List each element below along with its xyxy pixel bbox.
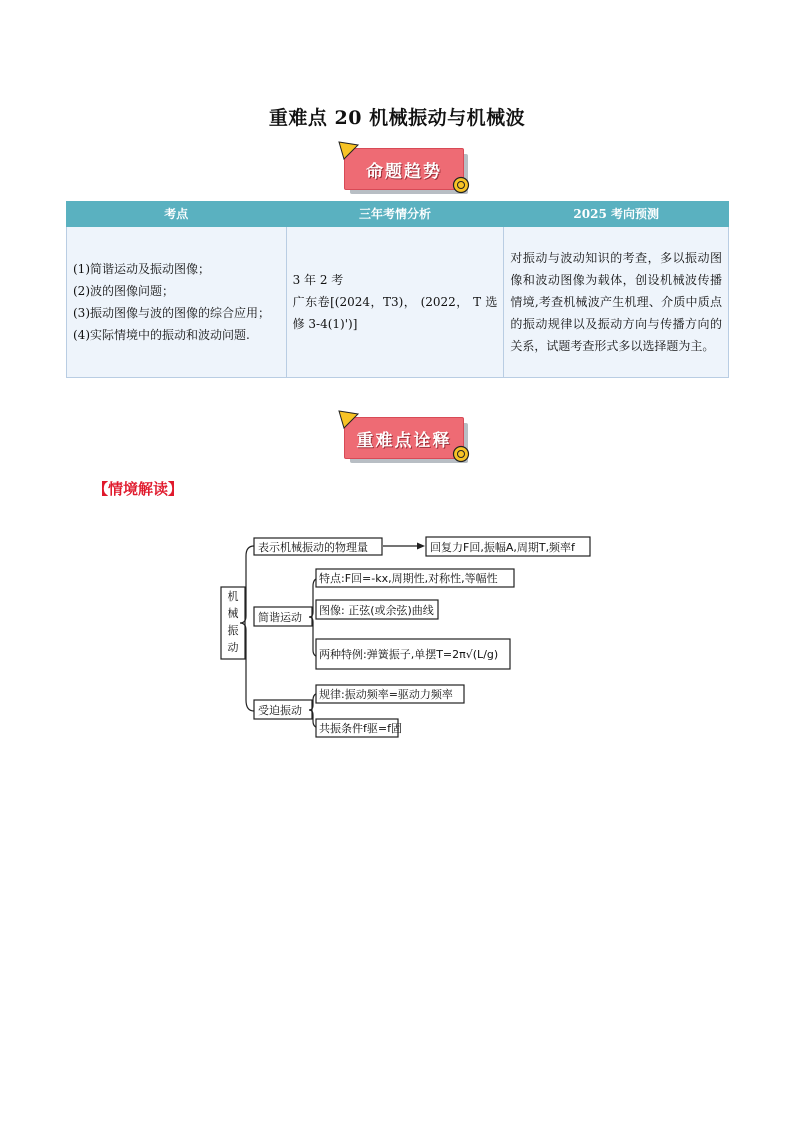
table-header-topic: 考点 — [67, 202, 287, 227]
exam-trend-table — [66, 201, 729, 378]
banner-trend — [340, 144, 470, 200]
table-header-forecast: 2025 考向预测 — [504, 202, 729, 227]
flag-icon — [338, 141, 360, 161]
mindmap-branch3-item: 规律:振动频率=驱动力频率 — [319, 688, 453, 701]
analysis-cell — [286, 227, 504, 378]
banner-trend-label: 命题趋势 — [366, 161, 442, 182]
topic-item: (2)波的图像问题； — [73, 284, 174, 298]
coin-icon — [452, 176, 470, 194]
forecast-cell: 对振动与波动知识的考查，多以振动图像和波动图像为载体，创设机械波传播情境,考查机械波产生机理、介质中质点的振动规律以及振动方向与传播方向的关系，试题考查形式多以选择题为主。 — [504, 227, 729, 378]
table-row — [67, 227, 729, 378]
mind-map — [218, 530, 598, 740]
mindmap-root-char: 机 — [227, 590, 239, 603]
mindmap-root-char: 振 — [227, 624, 239, 637]
flag-icon — [338, 410, 360, 430]
mindmap-branch1-label: 表示机械振动的物理量 — [258, 541, 368, 554]
banner-explain-label: 重难点诠释 — [356, 430, 452, 451]
topic-item: (4)实际情境中的振动和波动问题. — [73, 328, 250, 342]
mindmap-root-char: 械 — [227, 607, 239, 620]
analysis-source: 广东卷[(2024，T3)， (2022， T 选修 3-4(1)')] — [292, 295, 498, 331]
arrow-head-icon — [417, 543, 425, 550]
mindmap-branch1-target: 回复力F回,振幅A,周期T,频率f — [430, 541, 575, 554]
mindmap-branch2-item: 特点:F回=-kx,周期性,对称性,等幅性 — [319, 572, 498, 585]
topic-item: (3)振动图像与波的图像的综合应用； — [73, 306, 270, 320]
topic-item: (1)简谐运动及振动图像； — [73, 262, 210, 276]
section-label: 【情境解读】 — [93, 480, 184, 498]
analysis-count: 3 年 2 考 — [292, 273, 344, 287]
mindmap-branch3-label: 受迫振动 — [258, 704, 302, 717]
banner-explain — [340, 413, 470, 469]
table-header-analysis: 三年考情分析 — [286, 202, 504, 227]
mindmap-branch3-item: 共振条件f驱=f固 — [319, 722, 402, 735]
mindmap-branch2-item: 两种特例:弹簧振子,单摆T=2π√(L/g) — [319, 648, 499, 661]
mindmap-root-char: 动 — [227, 641, 239, 654]
page-title: 重难点 20 机械振动与机械波 — [268, 107, 526, 129]
mindmap-branch2-label: 简谐运动 — [258, 611, 302, 624]
mindmap-branch2-item: 图像: 正弦(或余弦)曲线 — [319, 604, 434, 617]
coin-icon — [452, 445, 470, 463]
topic-cell — [67, 227, 287, 378]
